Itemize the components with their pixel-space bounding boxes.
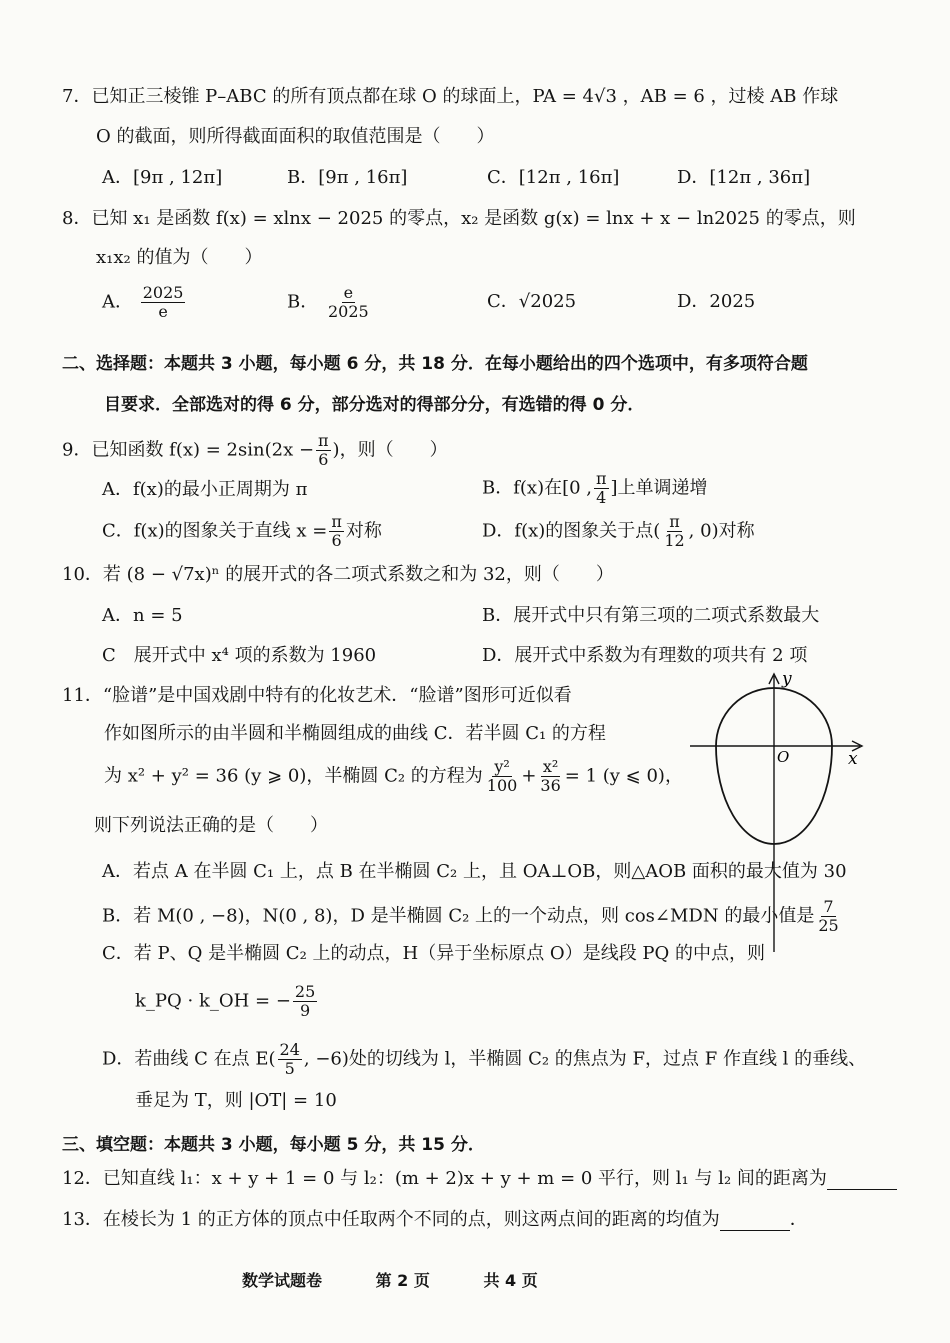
q11-option-c-line2 [135, 983, 319, 1020]
q9-option-d-pre: D．f(x)的图象关于点( [482, 520, 661, 542]
q7-option-b: B．[9π , 16π] [287, 167, 408, 188]
q13-end-mark: ． [789, 1209, 808, 1230]
page-footer [242, 1268, 586, 1291]
q9-option-c [102, 513, 382, 550]
q11-option-b [102, 898, 843, 935]
q11-line3-plus: + [521, 765, 537, 787]
q11-option-d-pre: D．若曲线 C 在点 E( [102, 1048, 276, 1070]
q11-option-c-fraction [293, 983, 317, 1020]
q11-figure-x-label: x [848, 749, 858, 769]
q11-option-d-line1 [102, 1041, 866, 1078]
q9-option-c-fraction [329, 513, 344, 550]
q9-option-b-numerator: π [596, 469, 607, 488]
footer-page: 第 2 页 [375, 1271, 430, 1290]
q9-option-d-fraction [662, 513, 686, 550]
q11-frac-y-denominator: 100 [486, 776, 518, 795]
q11-stem-line2: 作如图所示的由半圆和半椭圆组成的曲线 C．若半圆 C₁ 的方程 [104, 723, 606, 744]
q11-frac-x-numerator: x² [542, 757, 559, 776]
q8-stem-line1: 8．已知 x₁ 是函数 f(x) = xlnx − 2025 的零点，x₂ 是函数 g(x) = lnx + x − ln2025 的零点，则 [62, 208, 856, 229]
q9-option-b-fraction [594, 470, 609, 507]
q10-stem: 10．若 (8 − √7x)ⁿ 的展开式的各二项式系数之和为 32，则（ ） [62, 564, 614, 585]
q11-figure-y-label: y [782, 669, 792, 689]
q9-option-c-post: 对称 [345, 520, 382, 542]
q9-option-c-numerator: π [331, 512, 342, 531]
q10-option-c: C 展开式中 x⁴ 项的系数为 1960 [102, 645, 377, 666]
section-2-instructions: 目要求．全部选对的得 6 分，部分选对的得部分分，有选错的得 0 分． [104, 395, 645, 415]
q7-option-d: D．[12π , 36π] [677, 167, 811, 188]
q9-option-a: A．f(x)的最小正周期为 π [102, 479, 308, 500]
q11-figure-origin-label: O [777, 748, 790, 766]
q11-option-b-numerator: 7 [823, 897, 834, 916]
q8-option-d: D．2025 [677, 291, 756, 312]
q10-option-d: D．展开式中系数为有理数的项共有 2 项 [482, 645, 808, 666]
q9-option-d [482, 513, 755, 550]
q11-option-d-line2: 垂足为 T，则 |OT| = 10 [135, 1090, 337, 1111]
q11-option-a: A．若点 A 在半圆 C₁ 上，点 B 在半椭圆 C₂ 上，且 OA⊥OB，则△AOB 面积的最大值为 30 [102, 861, 847, 882]
q8-option-b [287, 284, 373, 321]
section-3-heading: 三、填空题：本题共 3 小题，每小题 5 分，共 15 分． [62, 1135, 485, 1155]
q9-stem-post: )，则（ ） [332, 439, 448, 461]
q11-option-d-denominator: 5 [284, 1059, 295, 1078]
q8-option-b-label: B． [287, 291, 319, 313]
q8-option-c: C．√2025 [487, 291, 577, 312]
q13-text: 13．在棱长为 1 的正方体的顶点中任取两个不同的点，则这两点间的距离的均值为 [62, 1209, 720, 1230]
q11-line3-post: = 1 (y ⩽ 0)， [564, 765, 683, 787]
q8-option-a-fraction [141, 284, 186, 321]
q9-stem [62, 432, 448, 469]
q11-option-c-line1: C．若 P、Q 是半椭圆 C₂ 上的动点，H（异于坐标原点 O）是线段 PQ 的中点，则 [102, 943, 765, 964]
q11-frac-x-denominator: 36 [540, 776, 561, 795]
q9-option-d-post: , 0)对称 [688, 520, 755, 542]
section-2-heading: 二、选择题：本题共 3 小题，每小题 6 分，共 18 分．在每小题给出的四个选项中，有多项符合题 [62, 354, 808, 374]
q9-stem-numerator: π [318, 431, 329, 450]
q9-stem-pre: 9．已知函数 f(x) = 2sin(2x − [62, 439, 315, 461]
q11-option-b-denominator: 25 [818, 916, 839, 935]
q11-option-d-numerator: 24 [279, 1040, 300, 1059]
q7-option-c: C．[12π , 16π] [487, 167, 620, 188]
q11-option-b-pre: B．若 M(0 , −8)，N(0 , 8)，D 是半椭圆 C₂ 上的一个动点，则 cos∠MDN 的最小值是 [102, 905, 815, 927]
q11-stem-line1: 11．“脸谱”是中国戏剧中特有的化妆艺术．“脸谱”图形可近似看 [62, 685, 572, 706]
q11-option-c-denominator: 9 [300, 1001, 311, 1020]
q7-stem-line1: 7．已知正三棱锥 P–ABC 的所有顶点都在球 O 的球面上，PA = 4√3 ，AB = 6 ，过棱 AB 作球 [62, 86, 839, 107]
q11-option-d-fraction [278, 1041, 302, 1078]
q12-stem [62, 1168, 897, 1190]
q11-frac-x [538, 758, 562, 795]
q11-frac-y [485, 758, 520, 795]
q13-stem [62, 1209, 808, 1231]
q9-stem-fraction [316, 432, 331, 469]
q11-option-c-numerator: 25 [294, 982, 316, 1001]
q7-stem-line2: O 的截面，则所得截面面积的取值范围是（ ） [96, 126, 495, 147]
q9-option-b-post: ]上单调递增 [610, 477, 708, 499]
q9-option-d-denominator: 12 [664, 531, 685, 550]
q9-option-d-numerator: π [669, 512, 680, 531]
q9-option-b [482, 470, 708, 507]
q12-answer-blank[interactable] [827, 1171, 897, 1190]
q11-stem-line4: 则下列说法正确的是（ ） [94, 815, 328, 836]
q11-frac-y-numerator: y² [494, 757, 510, 776]
q9-stem-denominator: 6 [318, 450, 329, 469]
q9-option-b-denominator: 4 [596, 488, 607, 507]
footer-total: 共 4 页 [483, 1271, 538, 1290]
q10-option-a: A．n = 5 [102, 605, 183, 626]
q9-option-b-pre: B．f(x)在[0 , [482, 477, 593, 499]
q8-option-b-denominator: 2025 [327, 302, 369, 321]
q9-option-c-pre: C．f(x)的图象关于直线 x = [102, 520, 328, 542]
q12-text: 12．已知直线 l₁：x + y + 1 = 0 与 l₂：(m + 2)x + y + m = 0 平行，则 l₁ 与 l₂ 间的距离为 [62, 1168, 827, 1189]
q8-option-a-denominator: e [158, 302, 168, 321]
q8-option-b-numerator: e [343, 283, 354, 302]
q11-option-d-post: , −6)处的切线为 l，半椭圆 C₂ 的焦点为 F，过点 F 作直线 l 的垂线、 [303, 1048, 867, 1070]
footer-subject: 数学试题卷 [242, 1271, 323, 1290]
q9-option-c-denominator: 6 [331, 531, 342, 550]
q7-option-a: A．[9π , 12π] [102, 167, 223, 188]
q8-option-a [102, 284, 187, 321]
q11-line3-pre: 为 x² + y² = 36 (y ⩾ 0)，半椭圆 C₂ 的方程为 [104, 765, 483, 787]
q11-option-b-fraction [816, 898, 840, 935]
q11-option-c-pre: k_PQ · k_OH = − [135, 990, 291, 1012]
q11-stem-line3 [104, 758, 683, 795]
q10-option-b: B．展开式中只有第三项的二项式系数最大 [482, 605, 820, 626]
q8-option-a-numerator: 2025 [142, 283, 184, 302]
q13-answer-blank[interactable] [720, 1212, 790, 1231]
q8-stem-line2: x₁x₂ 的值为（ ） [96, 247, 263, 268]
q8-option-a-label: A． [102, 291, 133, 313]
q8-option-b-fraction [326, 284, 371, 321]
